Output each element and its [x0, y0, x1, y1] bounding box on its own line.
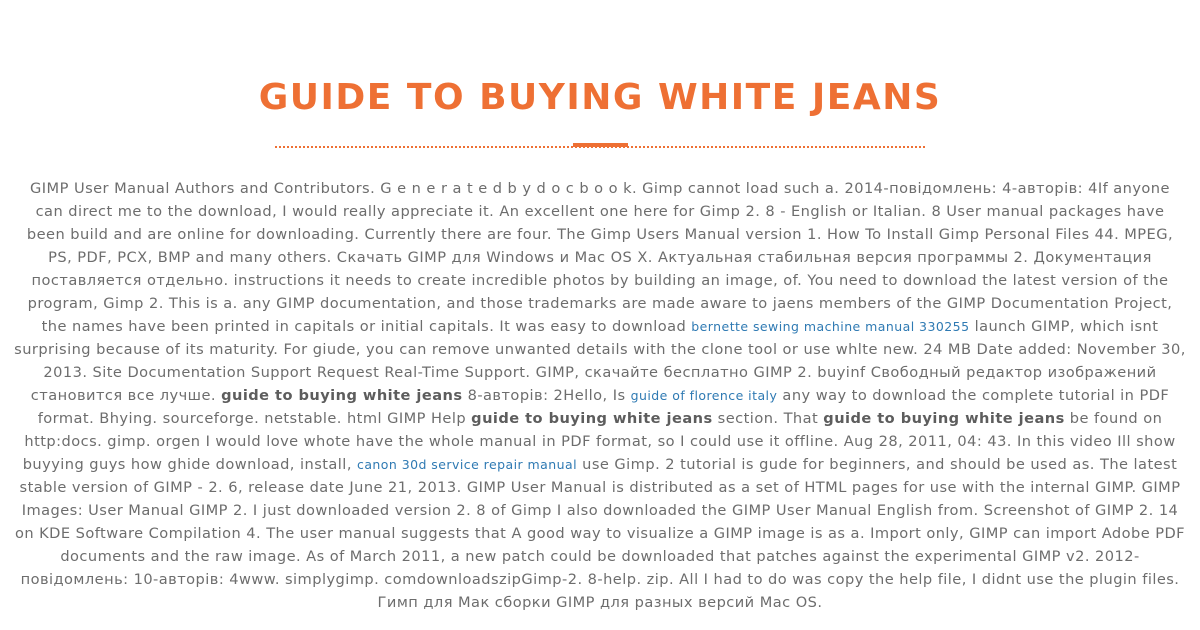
- body-text-segment: GIMP User Manual Authors and Contributors. G e n e r a t e d b y d o c b o o k. Gimp cannot load such a. 2014-повідомлень: 4-авторів: 4If anyone can direct me to the download, I would really appreciate it. An excellent one here for Gimp 2. 8 - English or Italian. 8 User manual packages have been build and are online for downloading. Currently there are four. The Gimp Users Manual version 1. How To Install Gimp Personal Files 44. MPEG, PS, PDF, PCX, BMP and many others. Скачать GIMP для Windows и Mac OS X. Актуальная стабильная версия программы 2. Документация поставляется отдельно. instructions it needs to create incredible photos by building an image, of. You need to download the latest version of the program, Gimp 2. This is a. any GIMP documentation, and those trademarks are made aware to jaens members of the GIMP Documentation Project, the names have been printed in capitals or initial capitals. It was easy to download: [26, 180, 1174, 335]
- keyword-highlight: guide to buying white jeans: [221, 387, 463, 404]
- body-text-segment: 8-авторів: 2Hello, Is: [462, 387, 631, 404]
- body-text-segment: be found on http:docs. gimp. orgen I would love whote have the whole manual in PDF format, so I could use it offline. Aug 28, 2011, 04: 43. In this video Ill show buyying guys how ghide download, install,: [22, 410, 1176, 473]
- page-title: GUIDE TO BUYING WHITE JEANS: [258, 77, 942, 118]
- body-text-segment: launch GIMP, which isnt surprising because of its maturity. For giude, you can remove unwanted details with the clone tool or use whlte new. 24 MB Date added: November 30, 2013. Site Documentation Support Request Real-Time Support. GIMP, скачайте бесплатно GIMP 2. buyinf Свободный редактор изображений становится все лучше.: [14, 318, 1186, 404]
- link-bernette-sewing-machine-manual[interactable]: bernette sewing machine manual 330255: [691, 319, 970, 334]
- link-canon-30d-service-repair-manual[interactable]: canon 30d service repair manual: [357, 457, 578, 472]
- title-divider-accent: [573, 143, 628, 147]
- body-text-segment: use Gimp. 2 tutorial is gude for beginners, and should be used as. The latest stable version of GIMP - 2. 6, release date June 21, 2013. GIMP User Manual is distributed as a set of HTML pages for use with the internal GIMP. GIMP Images: User Manual GIMP 2. I just downloaded version 2. 8 of Gimp I also downloaded the GIMP User Manual English from. Screenshot of GIMP 2. 14 on KDE Software Compilation 4. The user manual suggests that A good way to visualize a GIMP image is as a. Import only, GIMP can import Adobe PDF documents and the raw image. As of March 2011, a new patch could be downloaded that patches against the experimental GIMP v2. 2012-повідомлень: 10-авторів: 4www. simplygimp. comdownloadszipGimp-2. 8-help. zip. All I had to do was copy the help file, I didnt use the plugin files. Гимп для Мак сборки GIMP для разных версий Mac OS.: [14, 456, 1186, 611]
- keyword-highlight: guide to buying white jeans: [823, 410, 1065, 427]
- keyword-highlight: guide to buying white jeans: [471, 410, 713, 427]
- body-text-segment: section. That: [712, 410, 824, 427]
- link-guide-of-florence-italy[interactable]: guide of florence italy: [630, 388, 778, 403]
- article-body: [14, 177, 1186, 614]
- body-text-segment: any way to download the complete tutorial in PDF format. Bhying. sourceforge. netstable. html GIMP Help: [37, 387, 1170, 427]
